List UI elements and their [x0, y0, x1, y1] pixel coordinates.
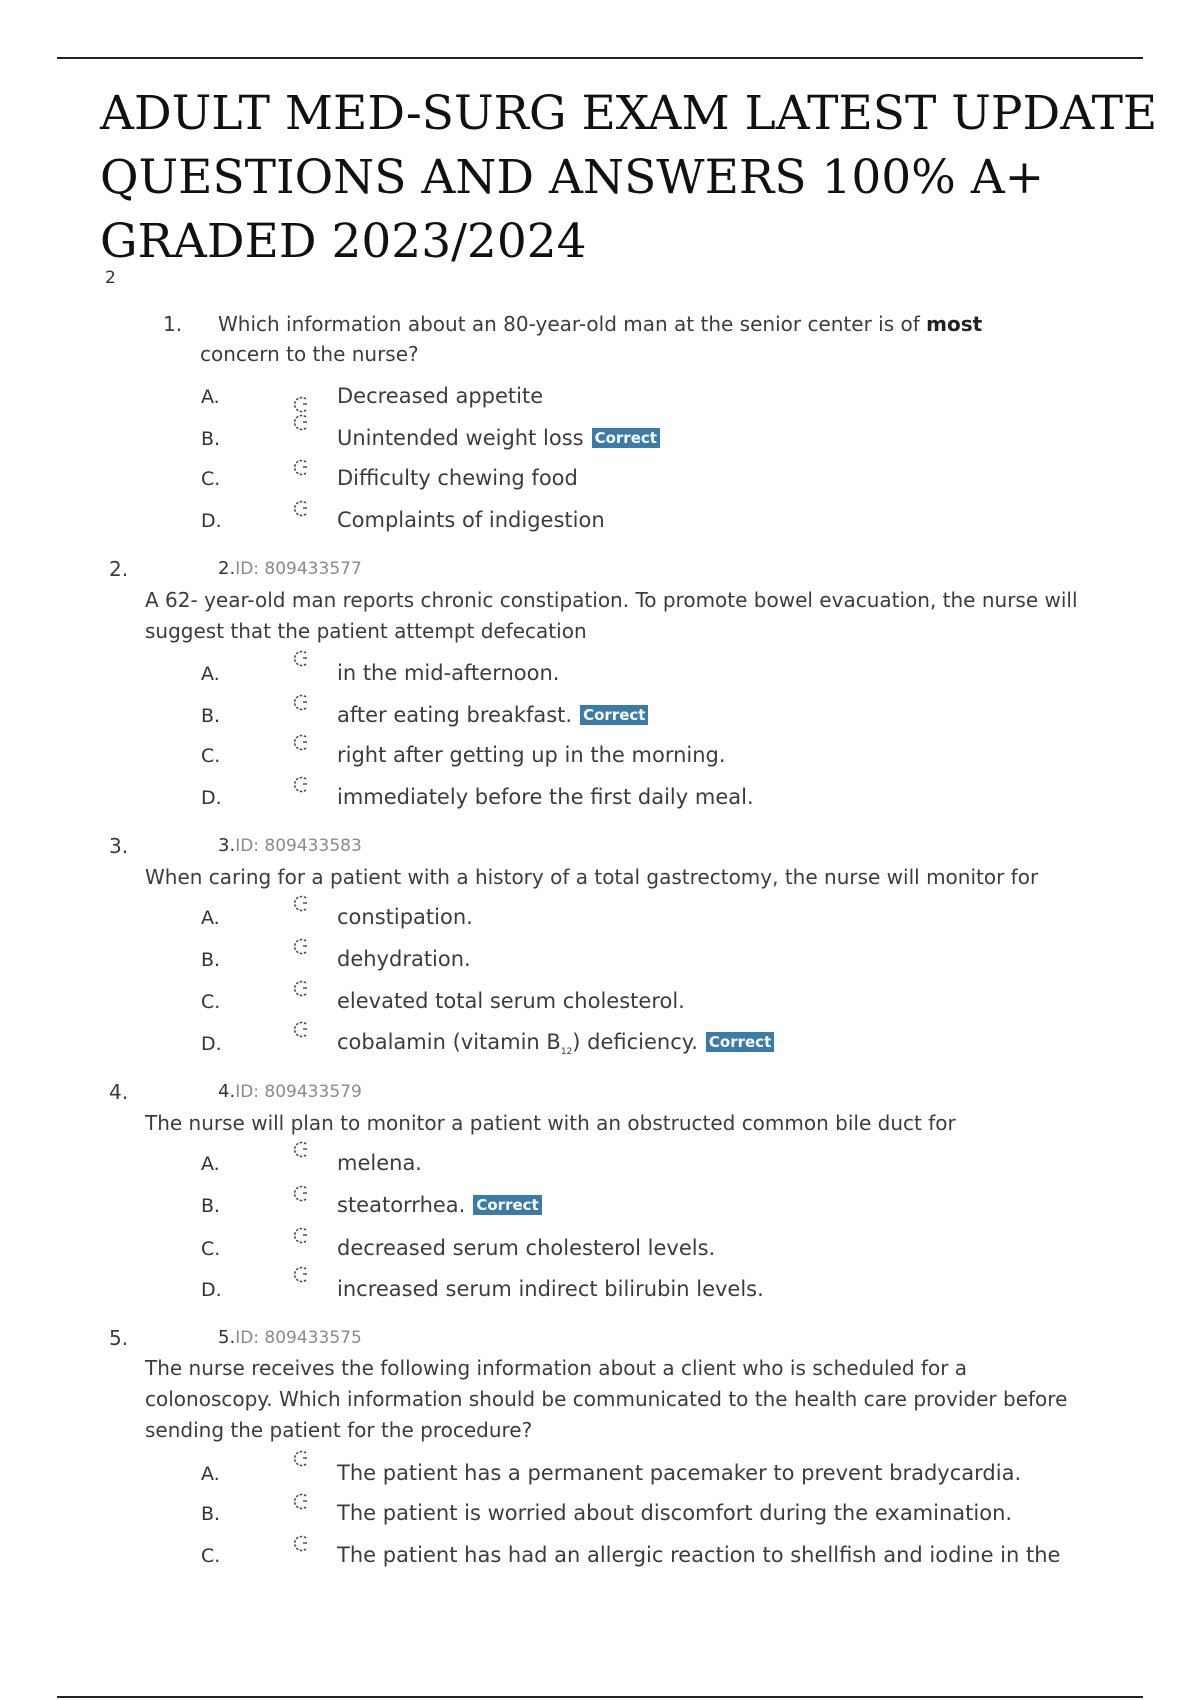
option-letter: A. — [201, 1153, 220, 1175]
option-letter: D. — [201, 1279, 222, 1301]
option-letter: B. — [201, 1195, 221, 1217]
stem-emphasis: most — [926, 312, 983, 336]
option-radio[interactable] — [291, 774, 311, 796]
inner-number: 3. — [218, 835, 236, 856]
option-text: Decreased appetite — [337, 384, 544, 408]
option-text: increased serum indirect bilirubin levels. — [337, 1277, 764, 1301]
stem-continuation: concern to the nurse? — [200, 342, 419, 366]
option-text: constipation. — [337, 905, 473, 929]
option-text: The patient is worried about discomfort during the examination. — [337, 1501, 1013, 1525]
option-letter: A. — [201, 386, 220, 408]
option-letter: B. — [201, 705, 221, 727]
option-label: cobalamin (vitamin $B_{12}$) deficiency. — [337, 1030, 698, 1058]
option-text: in the mid-afternoon. — [337, 661, 560, 685]
option-text: The patient has a permanent pacemaker to prevent bradycardia. — [337, 1461, 1022, 1485]
question-id — [218, 1327, 362, 1348]
option-letter: A. — [201, 1463, 220, 1485]
inner-number: 4. — [218, 1081, 236, 1102]
option-letter: B. — [201, 1503, 221, 1525]
option-radio[interactable] — [291, 732, 311, 754]
option-radio[interactable] — [291, 1225, 311, 1247]
option-letter: B. — [201, 949, 221, 971]
option-text: Complaints of indigestion — [337, 508, 605, 532]
option-letter: C. — [201, 1238, 221, 1260]
correct-badge: Correct — [580, 705, 648, 725]
option-text: decreased serum cholesterol levels. — [337, 1236, 716, 1260]
inner-number: 2. — [218, 558, 236, 579]
option-radio[interactable] — [291, 978, 311, 1000]
option-letter: D. — [201, 1033, 222, 1055]
option-label: after eating breakfast. — [337, 703, 573, 727]
option-radio[interactable] — [291, 893, 311, 915]
question-number: 1. — [163, 312, 183, 336]
id-text: ID: 809433583 — [235, 836, 362, 856]
option-text: elevated total serum cholesterol. — [337, 989, 685, 1013]
option-text: immediately before the first daily meal. — [337, 785, 754, 809]
option-letter: C. — [201, 745, 221, 767]
correct-badge: Correct — [473, 1195, 541, 1215]
option-radio[interactable] — [291, 1139, 311, 1161]
correct-badge: Correct — [706, 1032, 774, 1052]
document-title: ADULT MED-SURG EXAM LATEST UPDATE QUESTIONS AND ANSWERS 100% A+ GRADED 2023/2024 — [100, 86, 1158, 269]
option-radio[interactable] — [291, 457, 311, 479]
option-radio[interactable] — [291, 1491, 311, 1513]
option-radio[interactable] — [291, 498, 311, 520]
page-number: 2 — [105, 268, 116, 288]
option-text: Difficulty chewing food — [337, 466, 578, 490]
id-text: ID: 809433577 — [235, 559, 362, 579]
question-number: 2. — [109, 557, 129, 581]
question-id — [218, 1081, 362, 1102]
question-stem: When caring for a patient with a history of a total gastrectomy, the nurse will monitor for — [145, 865, 1039, 889]
option-text — [337, 426, 660, 450]
option-radio[interactable] — [291, 1264, 311, 1286]
question-number: 5. — [109, 1326, 129, 1350]
question-number: 4. — [109, 1080, 129, 1104]
option-text: The patient has had an allergic reaction to shellfish and iodine in the — [337, 1543, 1061, 1567]
question-stem: A 62- year-old man reports chronic constipation. To promote bowel evacuation, the nurse will suggest that the patient attempt defecation — [145, 588, 1078, 643]
option-text: melena. — [337, 1151, 422, 1175]
question-stem: The nurse receives the following information about a client who is scheduled for a colonoscopy. Which information should be communicated to the health care provider before sending the patient for the procedure? — [145, 1356, 1068, 1442]
option-text — [337, 1193, 542, 1217]
option-text: dehydration. — [337, 947, 471, 971]
option-label: steatorrhea. — [337, 1193, 466, 1217]
bottom-rule — [57, 1696, 1143, 1698]
option-letter: B. — [201, 428, 221, 450]
option-radio[interactable] — [291, 1019, 311, 1041]
inner-number: 5. — [218, 1327, 236, 1348]
option-letter: A. — [201, 907, 220, 929]
option-radio[interactable] — [291, 1448, 311, 1470]
option-radio[interactable] — [291, 936, 311, 958]
question-stem — [218, 312, 982, 336]
option-letter: D. — [201, 787, 222, 809]
option-letter: A. — [201, 663, 220, 685]
stem-text: Which information about an 80-year-old man at the senior center is of — [218, 312, 920, 336]
option-radio[interactable] — [291, 648, 311, 670]
option-letter: C. — [201, 991, 221, 1013]
correct-badge: Correct — [592, 428, 660, 448]
question-number: 3. — [109, 834, 129, 858]
option-radio[interactable] — [291, 692, 311, 714]
option-radio[interactable] — [291, 412, 311, 434]
option-letter: C. — [201, 1545, 221, 1567]
option-label: Unintended weight loss — [337, 426, 584, 450]
question-stem: The nurse will plan to monitor a patient with an obstructed common bile duct for — [145, 1111, 956, 1135]
option-radio[interactable] — [291, 1183, 311, 1205]
question-id — [218, 558, 362, 579]
id-text: ID: 809433579 — [235, 1082, 362, 1102]
option-text — [337, 703, 648, 727]
id-text: ID: 809433575 — [235, 1328, 362, 1348]
question-id — [218, 835, 362, 856]
option-text — [337, 1030, 774, 1057]
option-letter: D. — [201, 510, 222, 532]
option-radio[interactable] — [291, 1533, 311, 1555]
option-letter: C. — [201, 468, 221, 490]
option-text: right after getting up in the morning. — [337, 743, 726, 767]
top-rule — [57, 57, 1143, 59]
